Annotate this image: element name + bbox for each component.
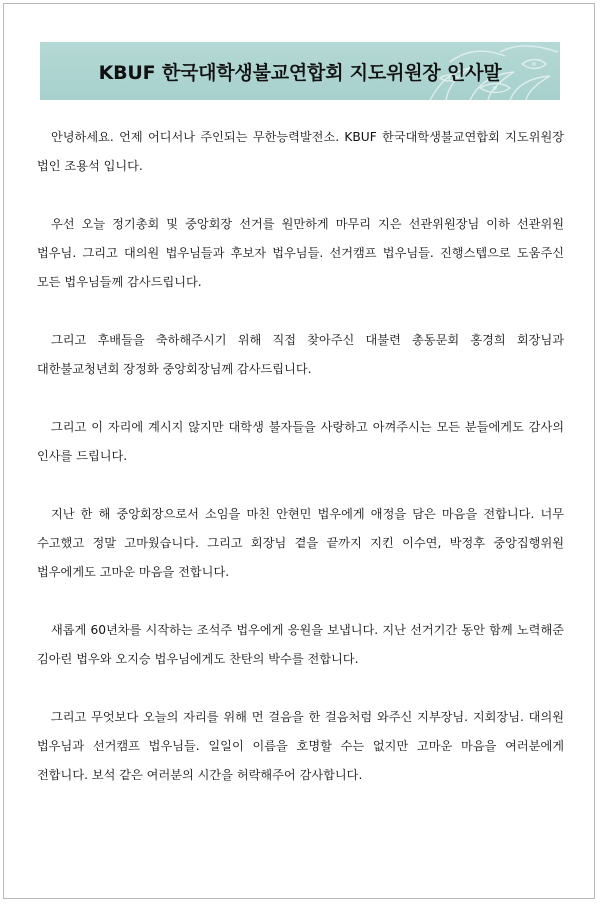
title-banner [40,42,560,100]
page-title: KBUF 한국대학생불교연합회 지도위원장 인사말 [98,61,502,84]
paragraph-guest-thanks: 그리고 후배들을 축하해주시기 위해 직접 찾아주신 대불련 총동문회 홍경희 회장님과 대한불교청년회 장정화 중앙회장님께 감사드립니다. [37,333,564,376]
paragraph-new-president: 새롭게 60년차를 시작하는 조석주 법우에게 응원을 보냅니다. 지난 선거기간 동안 함께 노력해준 김아린 법우와 오지승 법우님에게도 찬탄의 박수를 전합니다. [37,623,564,666]
paragraph-closing: 그리고 무엇보다 오늘의 자리를 위해 먼 걸음을 한 걸음처럼 와주신 지부장님. 지회장님. 대의원 법우님과 선거캠프 법우님들. 일일이 이름을 호명할 수는 없지만 고마운 마음을 여러분에게 전합니다. 보석 같은 여러분의 시간을 허락해주어 감사합니다. [37,710,564,782]
paragraph-outgoing-president: 지난 한 해 중앙회장으로서 소임을 마친 안현민 법우에게 애정을 담은 마음을 전합니다. 너무 수고했고 정말 고마웠습니다. 그리고 회장님 곁을 끝까지 지킨 이수연, 박정후 중앙집행위원 법우에게도 고마운 마음을 전합니다. [37,507,564,579]
paragraph-absent-thanks: 그리고 이 자리에 계시지 않지만 대학생 불자들을 사랑하고 아껴주시는 모든 분들에게도 감사의 인사를 드립니다. [37,420,564,463]
greeting-body [37,123,564,819]
paragraph-election-thanks: 우선 오늘 정기총회 및 중앙회장 선거를 원만하게 마무리 지은 선관위원장님 이하 선관위원 법우님. 그리고 대의원 법우님들과 후보자 법우님들. 선거캠프 법우님들. 진행스텝으로 도움주신 모든 법우님들께 감사드립니다. [37,217,564,289]
paragraph-intro: 안녕하세요. 언제 어디서나 주인되는 무한능력발전소. KBUF 한국대학생불교연합회 지도위원장 법인 조용석 입니다. [37,130,564,173]
